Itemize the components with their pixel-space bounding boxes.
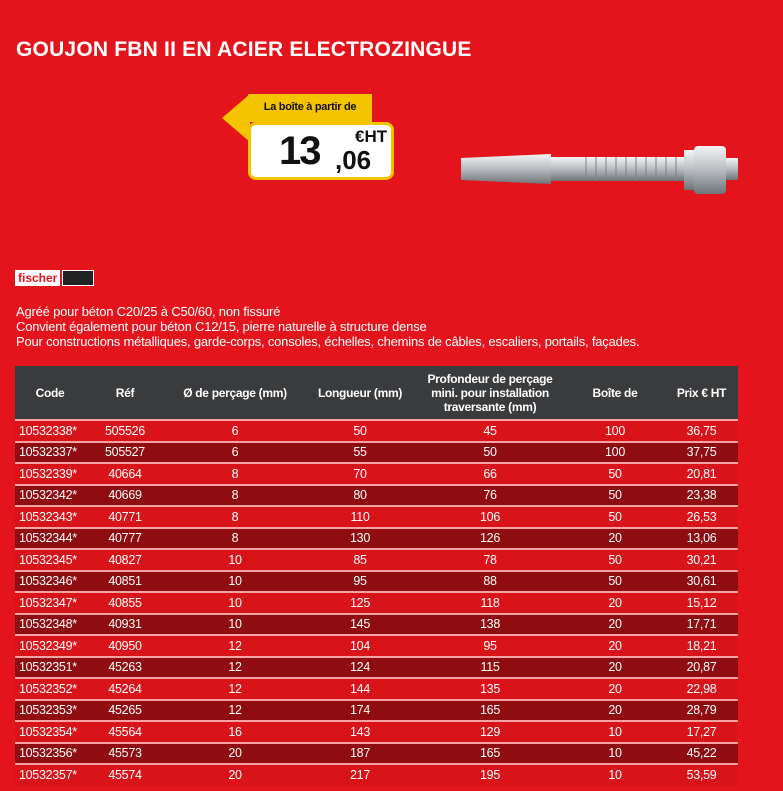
cell-code: 10532345*: [15, 549, 85, 571]
cell-depth: 88: [415, 571, 565, 593]
cell-length: 174: [305, 700, 415, 722]
cell-diameter: 12: [165, 678, 305, 700]
price-label: La boîte à partir de: [248, 94, 372, 122]
cell-price: 22,98: [665, 678, 738, 700]
cell-depth: 129: [415, 721, 565, 743]
cell-depth: 118: [415, 592, 565, 614]
cell-depth: 126: [415, 528, 565, 550]
table-row: [15, 743, 738, 765]
cell-length: 130: [305, 528, 415, 550]
cell-length: 80: [305, 485, 415, 507]
table-row: [15, 678, 738, 700]
cell-box-qty: 10: [565, 764, 665, 786]
table-row: [15, 635, 738, 657]
price-badge: [222, 94, 398, 186]
cell-ref: 40931: [85, 614, 165, 636]
cell-length: 143: [305, 721, 415, 743]
cell-diameter: 10: [165, 592, 305, 614]
description: [16, 304, 639, 349]
anchor-bolt-image: [456, 140, 741, 200]
col-code: Code: [35, 385, 65, 400]
table-row: [15, 485, 738, 507]
cell-box-qty: 20: [565, 528, 665, 550]
cell-ref: 40827: [85, 549, 165, 571]
cell-length: 95: [305, 571, 415, 593]
cell-depth: 106: [415, 506, 565, 528]
cell-length: 70: [305, 463, 415, 485]
table-row: [15, 764, 738, 786]
cell-code: 10532356*: [15, 743, 85, 765]
cell-box-qty: 100: [565, 420, 665, 442]
cell-box-qty: 20: [565, 657, 665, 679]
cell-code: 10532357*: [15, 764, 85, 786]
cell-code: 10532344*: [15, 528, 85, 550]
cell-diameter: 8: [165, 506, 305, 528]
cell-price: 13,06: [665, 528, 738, 550]
table-row: [15, 657, 738, 679]
cell-diameter: 10: [165, 571, 305, 593]
cell-length: 217: [305, 764, 415, 786]
cell-length: 144: [305, 678, 415, 700]
table-row: [15, 549, 738, 571]
cell-ref: 40669: [85, 485, 165, 507]
cell-code: 10532342*: [15, 485, 85, 507]
cell-ref: 505526: [85, 420, 165, 442]
table-row: [15, 442, 738, 464]
table-row: [15, 571, 738, 593]
cell-ref: 40950: [85, 635, 165, 657]
cell-price: 26,53: [665, 506, 738, 528]
cell-price: 20,81: [665, 463, 738, 485]
col-diameter: Ø de perçage (mm): [183, 385, 287, 400]
brand-name: fischer: [15, 270, 60, 286]
cell-price: 28,79: [665, 700, 738, 722]
cell-depth: 115: [415, 657, 565, 679]
table-row: [15, 528, 738, 550]
cell-code: 10532353*: [15, 700, 85, 722]
col-depth: Profondeur de perçage mini. pour installation traversante (mm): [427, 371, 553, 414]
cell-code: 10532339*: [15, 463, 85, 485]
cell-ref: 40851: [85, 571, 165, 593]
cell-ref: 45573: [85, 743, 165, 765]
cell-box-qty: 50: [565, 485, 665, 507]
cell-box-qty: 100: [565, 442, 665, 464]
table-row: [15, 614, 738, 636]
cell-depth: 95: [415, 635, 565, 657]
cell-code: 10532337*: [15, 442, 85, 464]
price-box: [248, 122, 394, 180]
cell-depth: 165: [415, 700, 565, 722]
price-integer: 13: [279, 129, 320, 173]
cell-price: 36,75: [665, 420, 738, 442]
cell-diameter: 8: [165, 528, 305, 550]
cell-depth: 76: [415, 485, 565, 507]
cell-price: 30,61: [665, 571, 738, 593]
cell-depth: 195: [415, 764, 565, 786]
cell-diameter: 8: [165, 485, 305, 507]
table-row: [15, 721, 738, 743]
cell-code: 10532347*: [15, 592, 85, 614]
cell-ref: 40664: [85, 463, 165, 485]
cell-ref: 40771: [85, 506, 165, 528]
cell-ref: 45263: [85, 657, 165, 679]
cell-ref: 45574: [85, 764, 165, 786]
cell-price: 30,21: [665, 549, 738, 571]
description-line: Agréé pour béton C20/25 à C50/60, non fissuré: [16, 304, 281, 319]
cell-price: 20,87: [665, 657, 738, 679]
page-title: GOUJON FBN II EN ACIER ELECTROZINGUE: [16, 38, 472, 61]
cell-box-qty: 50: [565, 571, 665, 593]
cell-length: 125: [305, 592, 415, 614]
cell-length: 85: [305, 549, 415, 571]
cell-length: 124: [305, 657, 415, 679]
cell-ref: 45265: [85, 700, 165, 722]
col-box: Boîte de: [592, 385, 638, 400]
cell-depth: 50: [415, 442, 565, 464]
col-length: Longueur (mm): [317, 385, 403, 400]
fish-icon: [62, 270, 94, 286]
cell-diameter: 8: [165, 463, 305, 485]
table-row: [15, 420, 738, 442]
cell-length: 55: [305, 442, 415, 464]
cell-diameter: 10: [165, 614, 305, 636]
cell-box-qty: 50: [565, 463, 665, 485]
cell-box-qty: 20: [565, 700, 665, 722]
cell-box-qty: 10: [565, 721, 665, 743]
cell-box-qty: 20: [565, 635, 665, 657]
cell-ref: 45264: [85, 678, 165, 700]
cell-ref: 40777: [85, 528, 165, 550]
cell-box-qty: 20: [565, 678, 665, 700]
price-decimal: ,06: [335, 145, 372, 175]
table-row: [15, 700, 738, 722]
cell-length: 110: [305, 506, 415, 528]
table-row: [15, 506, 738, 528]
cell-diameter: 20: [165, 743, 305, 765]
table-row: [15, 592, 738, 614]
badge-arrow-icon: [222, 94, 250, 142]
cell-code: 10532348*: [15, 614, 85, 636]
cell-price: 18,21: [665, 635, 738, 657]
cell-code: 10532349*: [15, 635, 85, 657]
cell-ref: 505527: [85, 442, 165, 464]
cell-box-qty: 50: [565, 506, 665, 528]
cell-price: 15,12: [665, 592, 738, 614]
cell-length: 145: [305, 614, 415, 636]
cell-box-qty: 20: [565, 614, 665, 636]
cell-code: 10532351*: [15, 657, 85, 679]
fischer-logo: [15, 270, 130, 286]
cell-code: 10532343*: [15, 506, 85, 528]
cell-diameter: 20: [165, 764, 305, 786]
table-header: [15, 366, 738, 420]
cell-code: 10532352*: [15, 678, 85, 700]
cell-diameter: 6: [165, 420, 305, 442]
price-currency: €HT: [355, 127, 388, 146]
cell-depth: 135: [415, 678, 565, 700]
cell-price: 53,59: [665, 764, 738, 786]
cell-length: 50: [305, 420, 415, 442]
cell-code: 10532338*: [15, 420, 85, 442]
cell-box-qty: 50: [565, 549, 665, 571]
cell-depth: 45: [415, 420, 565, 442]
cell-ref: 40855: [85, 592, 165, 614]
col-price: Prix € HT: [676, 385, 727, 400]
cell-diameter: 12: [165, 700, 305, 722]
cell-price: 23,38: [665, 485, 738, 507]
cell-diameter: 16: [165, 721, 305, 743]
cell-depth: 138: [415, 614, 565, 636]
cell-diameter: 10: [165, 549, 305, 571]
cell-box-qty: 10: [565, 743, 665, 765]
cell-price: 45,22: [665, 743, 738, 765]
cell-price: 17,71: [665, 614, 738, 636]
cell-depth: 165: [415, 743, 565, 765]
cell-diameter: 12: [165, 657, 305, 679]
cell-box-qty: 20: [565, 592, 665, 614]
description-line: Convient également pour béton C12/15, pierre naturelle à structure dense: [16, 319, 427, 334]
cell-ref: 45564: [85, 721, 165, 743]
table-row: [15, 463, 738, 485]
cell-price: 17,27: [665, 721, 738, 743]
cell-diameter: 6: [165, 442, 305, 464]
cell-length: 187: [305, 743, 415, 765]
cell-diameter: 12: [165, 635, 305, 657]
cell-length: 104: [305, 635, 415, 657]
cell-code: 10532346*: [15, 571, 85, 593]
col-ref: Réf: [115, 385, 135, 400]
cell-price: 37,75: [665, 442, 738, 464]
cell-depth: 66: [415, 463, 565, 485]
product-table: [15, 366, 738, 786]
cell-depth: 78: [415, 549, 565, 571]
cell-code: 10532354*: [15, 721, 85, 743]
description-line: Pour constructions métalliques, garde-corps, consoles, échelles, chemins de câbles, escaliers, portails, façades.: [16, 334, 640, 349]
